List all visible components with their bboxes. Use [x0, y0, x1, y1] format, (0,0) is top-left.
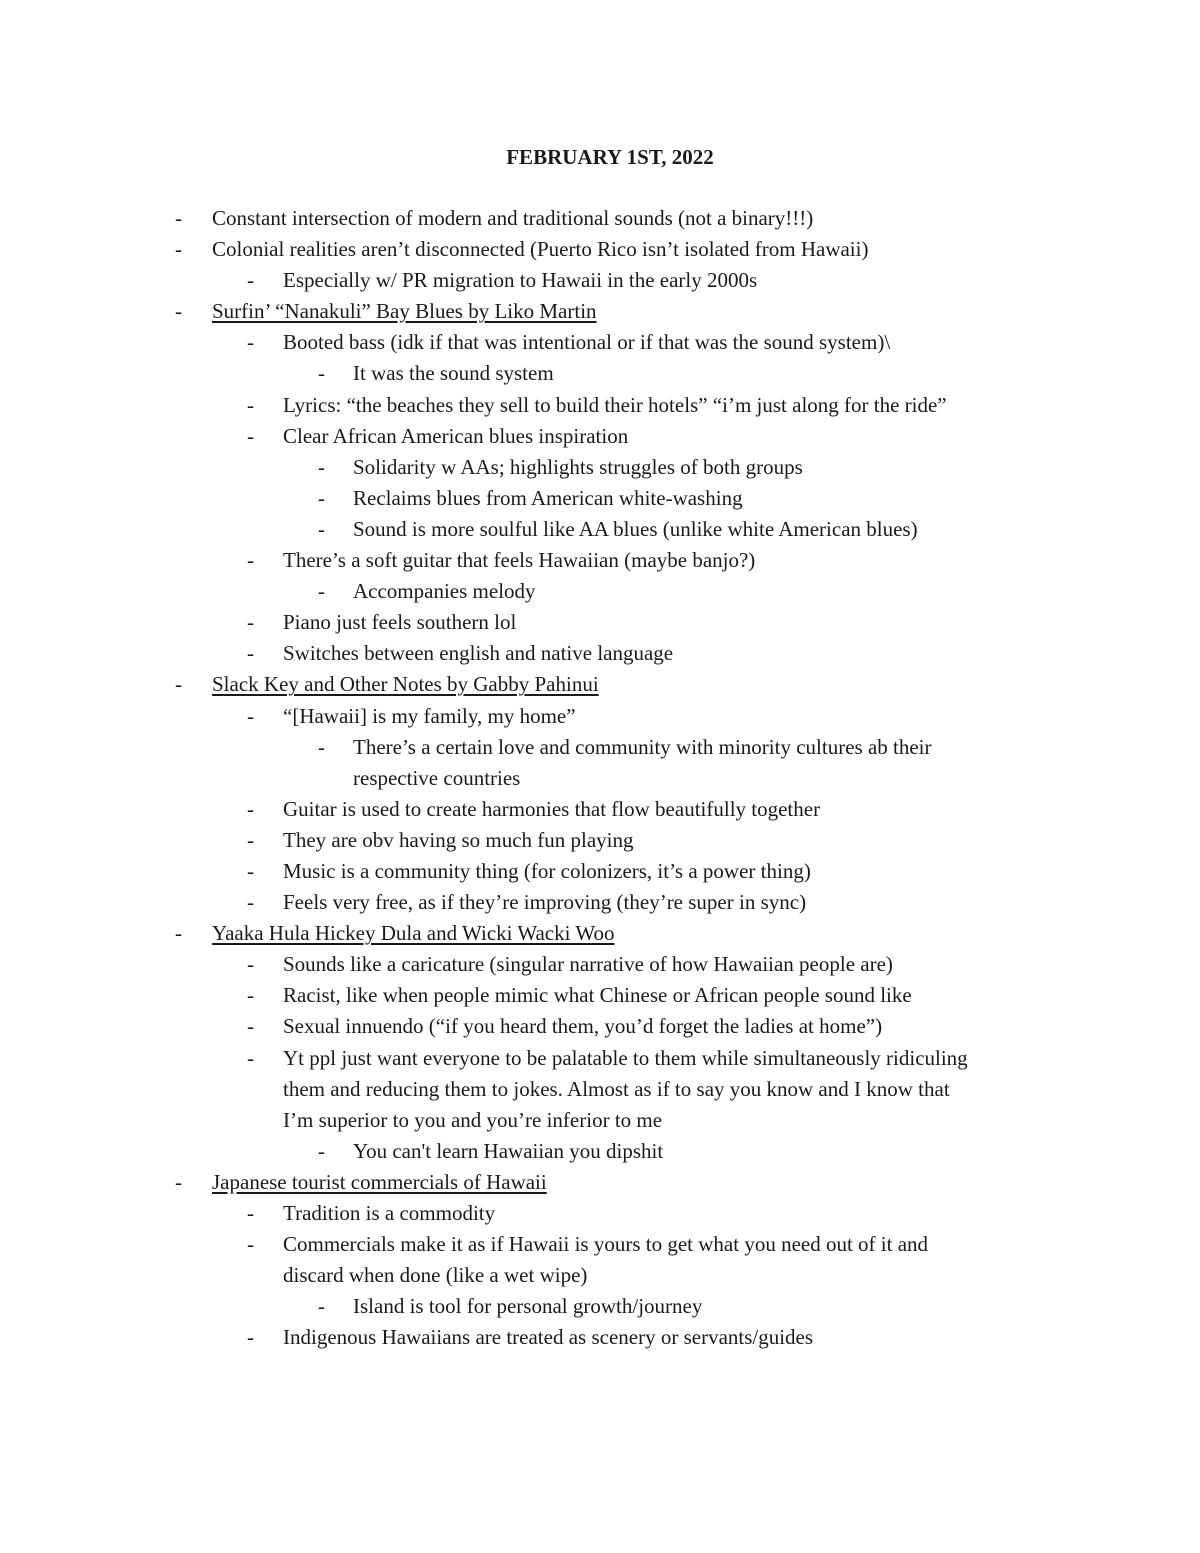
- list-item: [0, 296, 1200, 327]
- bullet-dash: -: [247, 641, 254, 666]
- list-item: [0, 545, 1200, 576]
- list-item-text: Especially w/ PR migration to Hawaii in the early 2000s: [283, 268, 758, 293]
- list-item-text: Island is tool for personal growth/journey: [353, 1294, 703, 1319]
- bullet-dash: -: [247, 610, 254, 635]
- list-item-text: Sound is more soulful like AA blues (unlike white American blues): [353, 516, 918, 541]
- list-item-text: “[Hawaii] is my family, my home”: [283, 703, 576, 728]
- list-item: [0, 576, 1200, 607]
- list-item: [0, 358, 1200, 389]
- list-item: [0, 887, 1200, 918]
- list-item: [0, 980, 1200, 1011]
- bullet-dash: -: [318, 454, 325, 479]
- bullet-dash: -: [318, 485, 325, 510]
- list-item: [0, 514, 1200, 545]
- list-item: [0, 1260, 1200, 1291]
- list-item-text: They are obv having so much fun playing: [283, 827, 634, 852]
- list-item: [0, 732, 1200, 763]
- list-item: [0, 1105, 1200, 1136]
- list-item: [0, 1291, 1200, 1322]
- list-item-text: respective countries: [353, 765, 521, 790]
- list-item-text: Feels very free, as if they’re improving (they’re super in sync): [283, 890, 807, 915]
- list-item: [0, 1322, 1200, 1353]
- bullet-dash: -: [247, 1045, 254, 1070]
- bullet-dash: -: [247, 952, 254, 977]
- list-item: [0, 638, 1200, 669]
- list-item: [0, 452, 1200, 483]
- section-heading: Japanese tourist commercials of Hawaii: [212, 1169, 547, 1194]
- bullet-dash: -: [247, 890, 254, 915]
- bullet-dash: -: [247, 330, 254, 355]
- list-item: [0, 1136, 1200, 1167]
- list-item-text: Switches between english and native language: [283, 641, 674, 666]
- list-item-text: Sexual innuendo (“if you heard them, you’d forget the ladies at home”): [283, 1014, 883, 1039]
- list-item: [0, 234, 1200, 265]
- bullet-dash: -: [318, 579, 325, 604]
- list-item-text: Colonial realities aren’t disconnected (Puerto Rico isn’t isolated from Hawaii): [212, 237, 869, 262]
- section-heading: Yaaka Hula Hickey Dula and Wicki Wacki Woo: [212, 921, 615, 946]
- bullet-dash: -: [247, 1014, 254, 1039]
- list-item: [0, 794, 1200, 825]
- bullet-dash: -: [318, 361, 325, 386]
- list-item: [0, 327, 1200, 358]
- list-item-text: Sounds like a caricature (singular narrative of how Hawaiian people are): [283, 952, 893, 977]
- list-item: [0, 669, 1200, 700]
- page-title: FEBRUARY 1ST, 2022: [506, 145, 714, 169]
- list-item-text: Lyrics: “the beaches they sell to build their hotels” “i’m just along for the ride”: [283, 392, 947, 417]
- bullet-dash: -: [175, 921, 182, 946]
- list-item-text: Music is a community thing (for colonizers, it’s a power thing): [283, 858, 811, 883]
- list-item: [0, 701, 1200, 732]
- list-item: [0, 1074, 1200, 1105]
- bullet-dash: -: [247, 1232, 254, 1257]
- bullet-dash: -: [247, 268, 254, 293]
- bullet-dash: -: [247, 392, 254, 417]
- list-item-text: Accompanies melody: [353, 579, 536, 604]
- list-item: [0, 918, 1200, 949]
- list-item: [0, 390, 1200, 421]
- list-item: [0, 265, 1200, 296]
- bullet-dash: -: [175, 1169, 182, 1194]
- list-item-text: There’s a soft guitar that feels Hawaiian (maybe banjo?): [283, 548, 756, 573]
- bullet-dash: -: [175, 237, 182, 262]
- bullet-dash: -: [175, 299, 182, 324]
- bullet-dash: -: [318, 1138, 325, 1163]
- bullet-dash: -: [247, 1325, 254, 1350]
- list-item-text: Clear African American blues inspiration: [283, 423, 629, 448]
- list-item-text: Tradition is a commodity: [283, 1201, 496, 1225]
- bullet-dash: -: [318, 1294, 325, 1319]
- list-item-text: You can't learn Hawaiian you dipshit: [353, 1138, 664, 1163]
- list-item: [0, 763, 1200, 794]
- bullet-dash: -: [318, 734, 325, 759]
- list-item-text: Yt ppl just want everyone to be palatable to them while simultaneously ridiculing: [283, 1045, 968, 1070]
- list-item: [0, 607, 1200, 638]
- list-item: [0, 1011, 1200, 1042]
- bullet-dash: -: [247, 548, 254, 573]
- list-item: [0, 1229, 1200, 1260]
- bullet-dash: -: [318, 516, 325, 541]
- bullet-dash: -: [247, 703, 254, 728]
- list-item-text: Reclaims blues from American white-washing: [353, 485, 743, 510]
- list-item: [0, 203, 1200, 234]
- list-item: [0, 1167, 1200, 1198]
- bullet-dash: -: [247, 983, 254, 1008]
- list-item-text: discard when done (like a wet wipe): [283, 1263, 588, 1288]
- list-item-text: Commercials make it as if Hawaii is yours to get what you need out of it and: [283, 1232, 929, 1257]
- bullet-dash: -: [247, 827, 254, 852]
- list-item-text: Solidarity w AAs; highlights struggles of both groups: [353, 454, 803, 479]
- list-item: [0, 949, 1200, 980]
- list-item-text: Guitar is used to create harmonies that flow beautifully together: [283, 796, 821, 821]
- bullet-dash: -: [175, 206, 182, 230]
- list-item: [0, 856, 1200, 887]
- section-heading: Slack Key and Other Notes by Gabby Pahinui: [212, 672, 599, 697]
- list-item-text: Constant intersection of modern and traditional sounds (not a binary!!!): [212, 206, 814, 230]
- list-item-text: them and reducing them to jokes. Almost as if to say you know and I know that: [283, 1076, 950, 1101]
- list-item: [0, 1043, 1200, 1074]
- list-item-text: Booted bass (idk if that was intentional or if that was the sound system)\: [283, 330, 891, 355]
- bullet-dash: -: [247, 796, 254, 821]
- section-heading: Surfin’ “Nanakuli” Bay Blues by Liko Martin: [212, 299, 597, 324]
- list-item: [0, 421, 1200, 452]
- bullet-dash: -: [247, 858, 254, 883]
- list-item: [0, 825, 1200, 856]
- list-item-text: I’m superior to you and you’re inferior to me: [283, 1107, 663, 1132]
- bullet-dash: -: [247, 1201, 254, 1225]
- notes-list: [0, 203, 1200, 1353]
- list-item: [0, 483, 1200, 514]
- list-item-text: Piano just feels southern lol: [283, 610, 517, 635]
- bullet-dash: -: [175, 672, 182, 697]
- list-item-text: Racist, like when people mimic what Chinese or African people sound like: [283, 983, 912, 1008]
- list-item-text: It was the sound system: [353, 361, 554, 386]
- list-item-text: Indigenous Hawaiians are treated as scenery or servants/guides: [283, 1325, 814, 1350]
- bullet-dash: -: [247, 423, 254, 448]
- list-item-text: There’s a certain love and community with minority cultures ab their: [353, 734, 932, 759]
- list-item: [0, 1198, 1200, 1229]
